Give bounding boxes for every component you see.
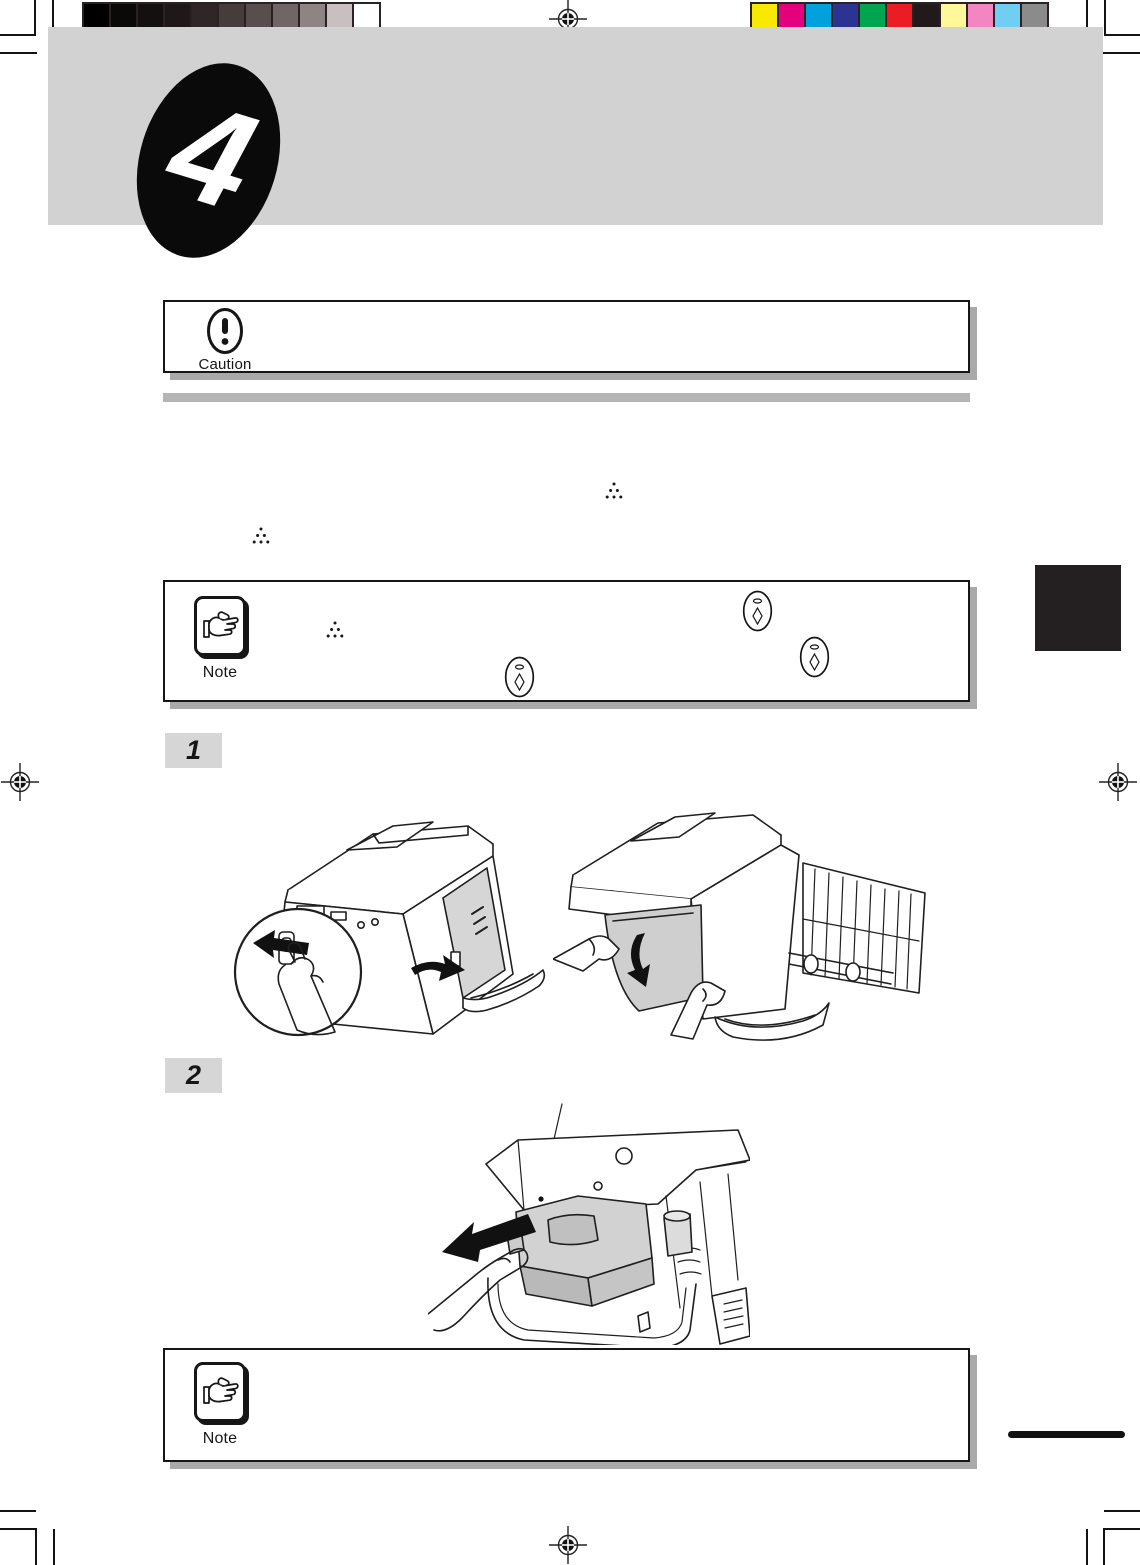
lock-lever-oval-icon [742, 590, 773, 632]
toner-dots-icon [325, 620, 345, 639]
page-rule-line [1008, 1431, 1125, 1438]
calibration-swatch [833, 4, 858, 28]
crop-mark-top-left-h2 [0, 52, 37, 54]
calibration-swatch [246, 4, 271, 28]
step-2-number: 2 [185, 1060, 202, 1090]
step-1-marker [165, 733, 222, 768]
section-divider [163, 393, 970, 402]
calibration-swatch [995, 4, 1020, 28]
calibration-swatch [111, 4, 136, 28]
note-frame [194, 596, 246, 656]
calibration-swatch [1022, 4, 1047, 28]
note-box-top [163, 580, 970, 702]
crop-mark-top-left-h [0, 34, 36, 36]
calibration-swatch [779, 4, 804, 28]
exclamation-oval-icon [205, 307, 245, 355]
calibration-swatch [752, 4, 777, 28]
crop-mark-bottom-right-h2 [1104, 1510, 1140, 1512]
calibration-swatch [192, 4, 217, 28]
toner-dots-icon [251, 526, 271, 545]
toner-dots-icon [604, 481, 624, 500]
color-calibration-bar [750, 2, 1049, 30]
crop-mark-top-right-h2 [1103, 52, 1140, 54]
calibration-swatch [300, 4, 325, 28]
calibration-swatch [860, 4, 885, 28]
lock-lever-oval-icon [504, 656, 535, 698]
calibration-swatch [914, 4, 939, 28]
calibration-swatch [968, 4, 993, 28]
registration-crosshair-icon-bottom [549, 1526, 587, 1564]
illustration-step2-remove-toner-cartridge [428, 1100, 750, 1345]
calibration-swatch [273, 4, 298, 28]
crop-mark-bottom-right-v2 [1086, 1529, 1088, 1565]
crop-mark-bottom-right-h [1103, 1528, 1140, 1530]
crop-mark-bottom-right-v [1103, 1529, 1105, 1565]
caution-label: Caution [198, 356, 252, 373]
chapter-edge-tab [1035, 565, 1121, 651]
calibration-swatch [941, 4, 966, 28]
caution-box [163, 300, 970, 373]
pointing-hand-icon [197, 1365, 243, 1419]
note-top-label: Note [202, 664, 238, 681]
pointing-hand-icon [197, 599, 243, 653]
lock-lever-oval-icon [799, 636, 830, 678]
registration-crosshair-icon-right [1099, 763, 1137, 801]
calibration-swatch [327, 4, 352, 28]
note-box-bottom [163, 1348, 970, 1462]
calibration-swatch [165, 4, 190, 28]
chapter-number: 4 [152, 70, 272, 241]
calibration-swatch [84, 4, 109, 28]
note-icon-block [187, 596, 253, 682]
crop-mark-bottom-left-h [0, 1528, 37, 1530]
calibration-swatch [354, 4, 379, 28]
crop-mark-bottom-left-h2 [0, 1510, 36, 1512]
calibration-swatch [219, 4, 244, 28]
illustration-step1-press-cover-button [225, 802, 550, 1047]
crop-mark-bottom-left-v [35, 1529, 37, 1565]
crop-mark-top-right-v [1104, 0, 1106, 36]
grayscale-calibration-bar [82, 2, 381, 30]
note-icon-block [187, 1362, 253, 1448]
calibration-swatch [138, 4, 163, 28]
illustration-step1-open-side-cover [553, 797, 943, 1055]
caution-icon-block [187, 307, 263, 373]
step-1-number: 1 [185, 735, 202, 765]
crop-mark-top-right-h [1104, 34, 1140, 36]
note-frame [194, 1362, 246, 1422]
crop-mark-top-left-v [34, 0, 36, 36]
note-bottom-label: Note [202, 1430, 238, 1447]
calibration-swatch [806, 4, 831, 28]
registration-crosshair-icon-left [1, 763, 39, 801]
calibration-swatch [887, 4, 912, 28]
step-2-marker [165, 1058, 222, 1093]
crop-mark-bottom-left-v2 [53, 1529, 55, 1565]
